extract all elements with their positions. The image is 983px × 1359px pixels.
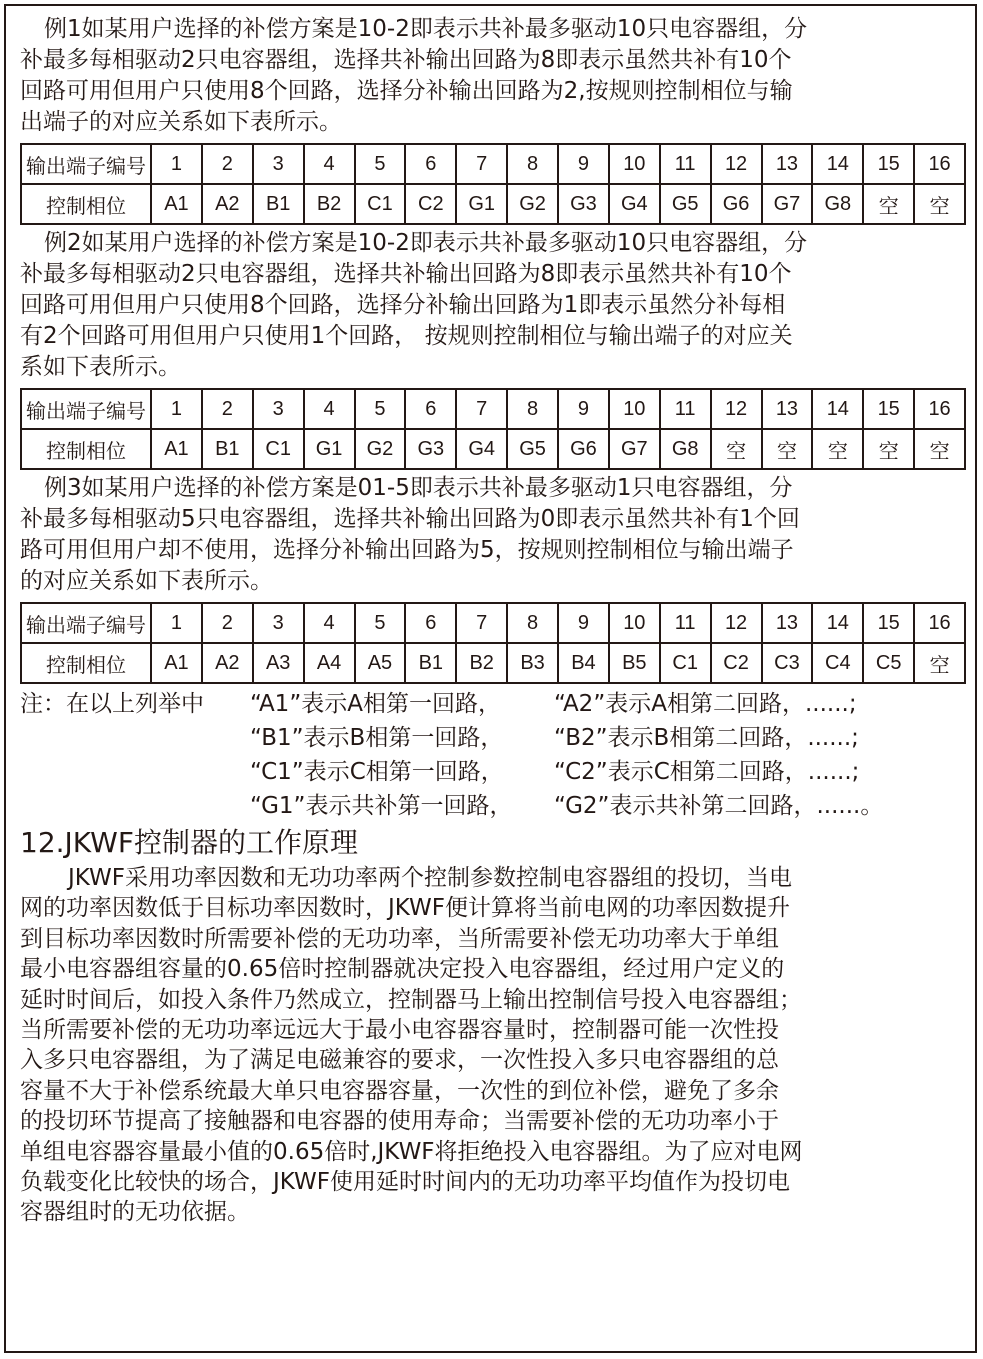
note-block [20, 687, 966, 823]
terminal-header: 输出端子编号 [21, 389, 151, 429]
text-line: 例1如某用户选择的补偿方案是10-2即表示共补最多驱动10只电容器组，分 [44, 16, 808, 42]
phase-cell: B4 [558, 643, 609, 683]
phase-cell: 空 [711, 429, 762, 469]
terminal-cell: 15 [863, 144, 914, 184]
text-line: 当所需要补偿的无功功率远远大于最小电容器容量时，控制器可能一次性投 [20, 1017, 779, 1044]
phase-cell: A4 [304, 643, 355, 683]
phase-cell: G5 [507, 429, 558, 469]
phase-header: 控制相位 [21, 643, 151, 683]
terminal-cell: 7 [456, 603, 507, 643]
text-line: 单组电容器容量最小值的0.65倍时,JKWF将拒绝投入电容器组。为了应对电网 [20, 1138, 803, 1165]
phase-cell: 空 [914, 429, 965, 469]
note-item: “A1”表示A相第一回路， [250, 691, 501, 717]
phase-cell: C4 [812, 643, 863, 683]
phase-cell: B3 [507, 643, 558, 683]
phase-cell: G1 [456, 184, 507, 224]
terminal-cell: 6 [405, 389, 456, 429]
phase-cell: 空 [762, 429, 813, 469]
text-line: 补最多每相驱动2只电容器组，选择共补输出回路为8即表示虽然共补有10个 [20, 47, 792, 73]
phase-cell: A1 [151, 643, 202, 683]
note-item: “C1”表示C相第一回路， [250, 759, 504, 785]
terminal-cell: 2 [202, 389, 253, 429]
text-line: 系如下表所示。 [20, 354, 181, 380]
example2-paragraph [20, 228, 966, 383]
terminal-cell: 9 [558, 144, 609, 184]
phase-cell: G2 [355, 429, 406, 469]
terminal-cell: 13 [762, 603, 813, 643]
phase-cell: C2 [711, 643, 762, 683]
terminal-cell: 12 [711, 603, 762, 643]
terminal-cell: 14 [812, 144, 863, 184]
phase-cell: C1 [253, 429, 304, 469]
phase-cell: C3 [762, 643, 813, 683]
text-line: 补最多每相驱动5只电容器组，选择共补输出回路为0即表示虽然共补有1个回 [20, 506, 800, 532]
terminal-cell: 10 [609, 389, 660, 429]
phase-cell: B5 [609, 643, 660, 683]
phase-cell: G5 [660, 184, 711, 224]
text-line: 到目标功率因数时所需要补偿的无功功率，当所需要补偿无功功率大于单组 [20, 925, 779, 952]
section-body [20, 863, 966, 1228]
terminal-header: 输出端子编号 [21, 603, 151, 643]
terminal-cell: 6 [405, 603, 456, 643]
text-line: 网的功率因数低于目标功率因数时，JKWF便计算将当前电网的功率因数提升 [20, 895, 791, 922]
terminal-cell: 9 [558, 389, 609, 429]
phase-cell: G6 [711, 184, 762, 224]
phase-cell: G3 [558, 184, 609, 224]
terminal-cell: 1 [151, 144, 202, 184]
terminal-cell: 11 [660, 603, 711, 643]
phase-cell: C2 [405, 184, 456, 224]
text-line: JKWF采用功率因数和无功功率两个控制参数控制电容器组的投切，当电 [68, 865, 793, 891]
document-content [20, 14, 966, 1228]
terminal-cell: 13 [762, 144, 813, 184]
terminal-cell: 5 [355, 603, 406, 643]
phase-cell: B2 [304, 184, 355, 224]
phase-cell: G3 [405, 429, 456, 469]
terminal-cell: 3 [253, 389, 304, 429]
terminal-header: 输出端子编号 [21, 144, 151, 184]
text-line: 延时时间后，如投入条件乃然成立，控制器马上输出控制信号投入电容器组； [20, 986, 802, 1013]
phase-cell: G6 [558, 429, 609, 469]
text-line: 入多只电容器组，为了满足电磁兼容的要求，一次性投入多只电容器组的总 [20, 1047, 779, 1074]
phase-cell: A1 [151, 429, 202, 469]
terminal-cell: 12 [711, 389, 762, 429]
terminal-cell: 11 [660, 389, 711, 429]
example2-table [20, 388, 966, 470]
terminal-cell: 4 [304, 144, 355, 184]
phase-cell: A1 [151, 184, 202, 224]
terminal-cell: 6 [405, 144, 456, 184]
terminal-cell: 16 [914, 603, 965, 643]
terminal-cell: 5 [355, 389, 406, 429]
text-line: 的投切环节提高了接触器和电容器的使用寿命；当需要补偿的无功功率小于 [20, 1108, 779, 1135]
terminal-cell: 8 [507, 389, 558, 429]
terminal-cell: 4 [304, 389, 355, 429]
text-line: 容器组时的无功依据。 [20, 1199, 250, 1226]
terminal-cell: 15 [863, 389, 914, 429]
terminal-cell: 5 [355, 144, 406, 184]
phase-cell: A5 [355, 643, 406, 683]
terminal-cell: 11 [660, 144, 711, 184]
terminal-cell: 12 [711, 144, 762, 184]
phase-header: 控制相位 [21, 429, 151, 469]
text-line: 的对应关系如下表所示。 [20, 568, 273, 594]
phase-cell: B1 [405, 643, 456, 683]
phase-cell: G7 [609, 429, 660, 469]
example1-paragraph [20, 14, 966, 138]
terminal-cell: 3 [253, 144, 304, 184]
terminal-cell: 1 [151, 389, 202, 429]
text-line: 例3如某用户选择的补偿方案是01-5即表示共补最多驱动1只电容器组，分 [44, 475, 793, 501]
phase-cell: C1 [355, 184, 406, 224]
terminal-cell: 16 [914, 144, 965, 184]
terminal-cell: 7 [456, 389, 507, 429]
example3-paragraph [20, 473, 966, 597]
terminal-cell: 3 [253, 603, 304, 643]
phase-cell: B1 [202, 429, 253, 469]
text-line: 回路可用但用户只使用8个回路，选择分补输出回路为2,按规则控制相位与输 [20, 78, 793, 104]
phase-cell: 空 [863, 184, 914, 224]
phase-cell: C1 [660, 643, 711, 683]
phase-cell: G2 [507, 184, 558, 224]
text-line: 负载变化比较快的场合，JKWF使用延时时间内的无功功率平均值作为投切电 [20, 1169, 791, 1196]
section-title: 12.JKWF控制器的工作原理 [20, 826, 358, 859]
terminal-cell: 7 [456, 144, 507, 184]
terminal-cell: 9 [558, 603, 609, 643]
note-item: “G2”表示共补第二回路，......。 [554, 793, 884, 819]
terminal-cell: 1 [151, 603, 202, 643]
note-item: “G1”表示共补第一回路， [250, 793, 513, 819]
phase-cell: A3 [253, 643, 304, 683]
phase-cell: G8 [660, 429, 711, 469]
phase-cell: 空 [812, 429, 863, 469]
page-frame [4, 4, 977, 1353]
terminal-cell: 14 [812, 603, 863, 643]
example3-table [20, 602, 966, 684]
phase-header: 控制相位 [21, 184, 151, 224]
text-line: 容量不大于补偿系统最大单只电容器容量，一次性的到位补偿，避免了多余 [20, 1077, 779, 1104]
note-item: “B2”表示B相第二回路，......; [554, 725, 859, 751]
phase-cell: A2 [202, 184, 253, 224]
phase-cell: G4 [456, 429, 507, 469]
text-line: 有2个回路可用但用户只使用1个回路， 按规则控制相位与输出端子的对应关 [20, 323, 793, 349]
terminal-cell: 13 [762, 389, 813, 429]
text-line: 例2如某用户选择的补偿方案是10-2即表示共补最多驱动10只电容器组，分 [44, 230, 808, 256]
phase-cell: 空 [914, 184, 965, 224]
note-item: “A2”表示A相第二回路，......; [554, 691, 857, 717]
phase-cell: A2 [202, 643, 253, 683]
phase-cell: C5 [863, 643, 914, 683]
phase-cell: G1 [304, 429, 355, 469]
terminal-cell: 2 [202, 144, 253, 184]
note-item: “C2”表示C相第二回路，......; [554, 759, 860, 785]
phase-cell: G4 [609, 184, 660, 224]
phase-cell: B2 [456, 643, 507, 683]
text-line: 回路可用但用户只使用8个回路，选择分补输出回路为1即表示虽然分补每相 [20, 292, 786, 318]
text-line: 补最多每相驱动2只电容器组，选择共补输出回路为8即表示虽然共补有10个 [20, 261, 792, 287]
terminal-cell: 15 [863, 603, 914, 643]
terminal-cell: 10 [609, 603, 660, 643]
phase-cell: 空 [863, 429, 914, 469]
note-item: “B1”表示B相第一回路， [250, 725, 504, 751]
text-line: 出端子的对应关系如下表所示。 [20, 109, 342, 135]
terminal-cell: 2 [202, 603, 253, 643]
phase-cell: B1 [253, 184, 304, 224]
terminal-cell: 16 [914, 389, 965, 429]
terminal-cell: 8 [507, 144, 558, 184]
text-line: 最小电容器组容量的0.65倍时控制器就决定投入电容器组，经过用户定义的 [20, 956, 785, 983]
text-line: 路可用但用户却不使用，选择分补输出回路为5，按规则控制相位与输出端子 [20, 537, 794, 563]
note-label: 注：在以上列举中 [20, 691, 204, 717]
terminal-cell: 14 [812, 389, 863, 429]
terminal-cell: 4 [304, 603, 355, 643]
phase-cell: G8 [812, 184, 863, 224]
phase-cell: 空 [914, 643, 965, 683]
phase-cell: G7 [762, 184, 813, 224]
example1-table [20, 143, 966, 225]
terminal-cell: 8 [507, 603, 558, 643]
terminal-cell: 10 [609, 144, 660, 184]
